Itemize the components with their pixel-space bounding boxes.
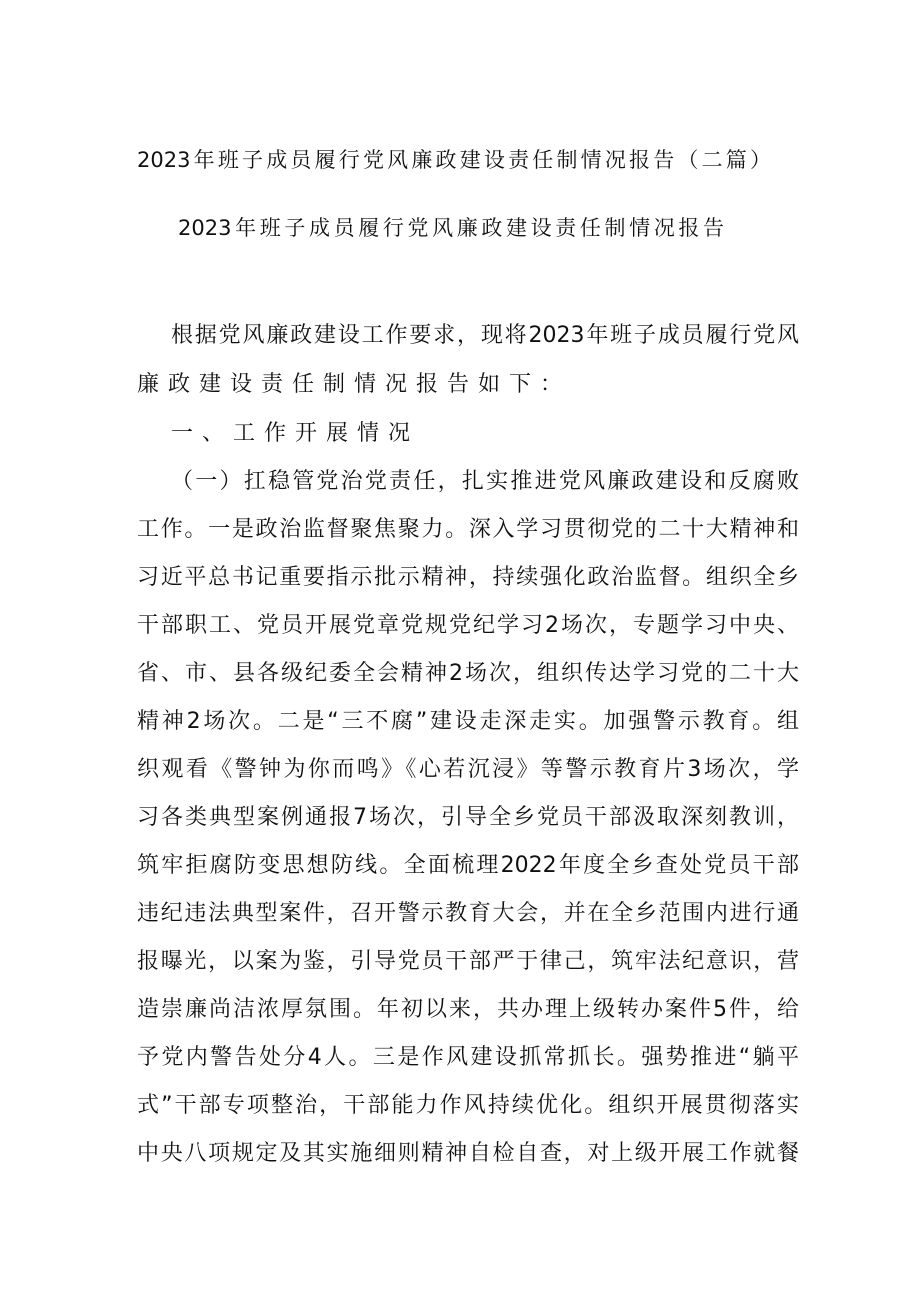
paragraph-line: 精神2场次。二是“三不腐”建设走深走实。加强警示教育。组 (137, 709, 799, 734)
report-subtitle: 2023年班子成员履行党风廉政建设责任制情况报告 (178, 216, 724, 240)
paragraph-line: 工作。一是政治监督聚焦聚力。深入学习贯彻党的二十大精神和 (137, 517, 799, 542)
paragraph-line: 习各类典型案例通报7场次，引导全乡党员干部汲取深刻教训， (137, 805, 799, 830)
paragraph-line: 中央八项规定及其实施细则精神自检自查，对上级开展工作就餐 (137, 1141, 799, 1166)
paragraph-line: 根据党风廉政建设工作要求，现将2023年班子成员履行党风 (171, 323, 799, 348)
paragraph-line: （一）扛稳管党治党责任，扎实推进党风廉政建设和反腐败 (171, 469, 799, 494)
paragraph-line: 习近平总书记重要指示批示精神，持续强化政治监督。组织全乡 (137, 565, 799, 590)
paragraph-line: 违纪违法典型案件，召开警示教育大会，并在全乡范围内进行通 (137, 901, 799, 926)
paragraph-line: 省、市、县各级纪委全会精神2场次，组织传达学习党的二十大 (137, 661, 799, 686)
section-heading: 一、工作开展情况 (171, 421, 420, 446)
paragraph-line: 予党内警告处分4人。三是作风建设抓常抓长。强势推进“躺平 (137, 1045, 799, 1070)
paragraph-line: 织观看《警钟为你而鸣》《心若沉浸》等警示教育片3场次，学 (137, 757, 799, 782)
paragraph-line: 造崇廉尚洁浓厚氛围。年初以来，共办理上级转办案件5件，给 (137, 997, 799, 1022)
paragraph-line: 干部职工、党员开展党章党规党纪学习2场次，专题学习中央、 (137, 613, 799, 638)
paragraph-line: 筑牢拒腐防变思想防线。全面梳理2022年度全乡查处党员干部 (137, 853, 799, 878)
document-title: 2023年班子成员履行党风廉政建设责任制情况报告（二篇） (137, 148, 771, 172)
paragraph-line: 式”干部专项整治，干部能力作风持续优化。组织开展贯彻落实 (137, 1093, 799, 1118)
paragraph-line: 报曝光，以案为鉴，引导党员干部严于律己，筑牢法纪意识，营 (137, 949, 799, 974)
paragraph-line: 廉政建设责任制情况报告如下： (137, 372, 572, 397)
